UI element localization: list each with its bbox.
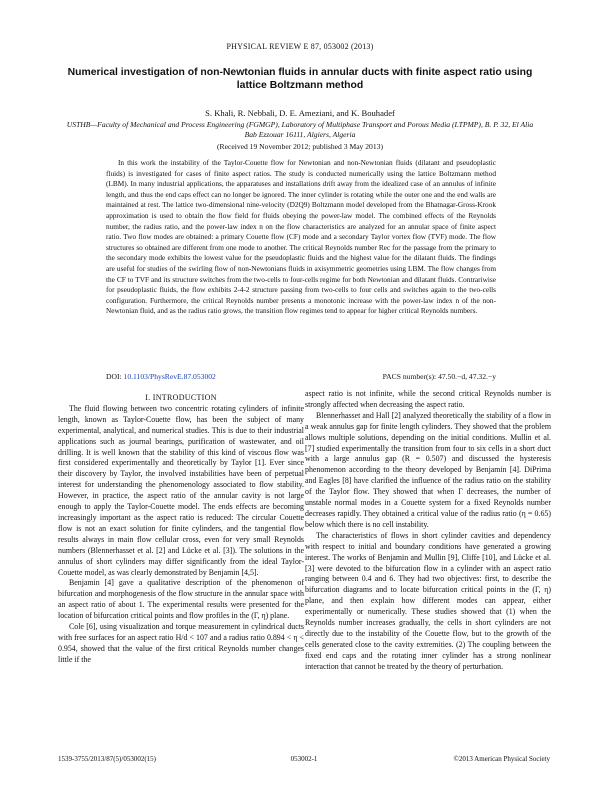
- received-dates: (Received 19 November 2012; published 3 May 2013): [217, 142, 383, 151]
- footer-copyright: ©2013 American Physical Society: [453, 755, 550, 763]
- body-paragraph: Benjamin [4] gave a qualitative description of the phenomenon of bifurcation and morphogenesis of the flow structure in the annular space with an aspect ratio of about 1. The experimental results were presented for the location of bifurcation critical points and flow profiles in the (Γ, η) plane.: [58, 578, 304, 621]
- doi-row: [106, 372, 496, 381]
- doi-label: DOI:: [106, 372, 122, 381]
- footer-issn: 1539-3755/2013/87(5)/053002(15): [58, 755, 156, 763]
- footer-page-number: 053002-1: [290, 755, 318, 763]
- body-paragraph: Blennerhasset and Hall [2] analyzed theoretically the stability of a flow in a weak annulus gap for finite length cylinders. They showed that the problem allows multiple solutions, depending on the initial conditions. Mullin et al. [7] studied experimentally the transition from four to six cells in a short duct with a large annulus gap (R = 0.507) and discussed the hysteresis phenomenon according to the theory developed by Benjamin [4]. DiPrima and Eagles [8] have clarified the influence of the radius ratio on the stability of the Taylor flow. They showed that when Γ decreases, the number of unstable normal modes in a Couette system for a fixed Reynolds number decreases rapidly. They obtained a critical value of the radius ratio (η = 0.65) below which there is no cell instability.: [305, 410, 551, 529]
- paper-title: Numerical investigation of non-Newtonian fluids in annular ducts with finite aspect ratio using lattice Boltzmann method: [67, 67, 533, 91]
- left-column: [58, 393, 304, 666]
- section-heading: I. INTRODUCTION: [145, 393, 217, 402]
- body-paragraph: The fluid flowing between two concentric rotating cylinders of infinite length, known as Taylor-Couette flow, has been the subject of many experimental, analytical, and numerical studies. This is due to their industrial applications such as journal bearings, purification of wastewater, and oil drilling. It is well known that the stability of this kind of viscous flow was first considered experimentally and theoretically by Taylor [1]. Ever since their discovery by Taylor, the involved instabilities have been of perpetual interest for understanding the phenomenology associated to flow stability. However, in practice, the aspect ratio of the annular cavity is not large enough to apply the Taylor-Couette model. The ends effects are becoming increasingly important as the aspect ratio is reduced: The circular Couette flow is not an exact solution for finite cylinders, and the tangential flow results always in main flow cellular cross, even for very small Reynolds numbers (Blennerhasset et al. [2] and Lücke et al. [3]). The solutions in the annulus of short cylinders may differ significantly from the ideal Taylor-Couette model, as was clearly demonstrated by Benjamin [4,5].: [58, 403, 304, 577]
- affiliation: USTHB—Faculty of Mechanical and Process Engineering (FGMGP), Laboratory of Multiphase Transport and Porous Media (LTPMP), B. P. 32, El Alia Bab Ezzouar 16111, Algiers, Algeria: [66, 120, 534, 139]
- body-paragraph: aspect ratio is not infinite, while the second critical Reynolds number is strongly affected when decreasing the aspect ratio.: [305, 389, 551, 409]
- right-column: [305, 389, 551, 673]
- journal-header: PHYSICAL REVIEW E 87, 053002 (2013): [226, 42, 374, 51]
- body-paragraph: The characteristics of flows in short cylinder cavities and dependency with respect to initial and boundary conditions have generated a growing interest. The works of Benjamin and Mullin [9], Cliffe [10], and Lücke et al. [3] were devoted to the bifurcation flow in a cylinder with an aspect ratio ranging between 0.4 and 6. They had two objectives: first, to describe the bifurcation diagrams and to locate bifurcation critical points in the (Γ, η) plane, and then explain how different modes can appear, either experimentally or numerically. These studies showed that (1) when the Reynolds number increases gradually, the cells in short cylinders are not directly due to the instability of the Couette flow, but to the growth of the cells generated close to the cavity extremities. (2) The coupling between the fixed end caps and the rotating inner cylinder has a strong nonlinear interaction that cannot be treated by the theory of perturbation.: [305, 530, 551, 671]
- authors: S. Khali, R. Nebbali, D. E. Ameziani, and K. Bouhadef: [205, 108, 395, 118]
- pacs-numbers: PACS number(s): 47.50.−d, 47.32.−y: [382, 372, 496, 381]
- body-paragraph: Cole [6], using visualization and torque measurement in cylindrical ducts with free surfaces for an aspect ratio H/d < 107 and a radius ratio 0.894 < η < 0.954, showed that the value of the first critical Reynolds number changes little if the: [58, 622, 304, 664]
- doi-label-group: [106, 372, 216, 381]
- doi-link[interactable]: 10.1103/PhysRevE.87.053002: [123, 372, 216, 381]
- abstract: In this work the instability of the Taylor-Couette flow for Newtonian and non-Newtonian fluids (dilatant and pseudoplastic fluids) is investigated for cases of finite aspect ratios. The study is conducted numerically using the lattice Boltzmann method (LBM). In many industrial applications, the apparatuses and installations drift away from the idealized case of an annulus of infinite length, and thus the end caps effect can no longer be ignored. The inner cylinder is rotating while the outer one and the end walls are maintained at rest. The lattice two-dimensional nine-velocity (D2Q9) Boltzmann model developed from the Bhatnagar-Gross-Krook approximation is used to obtain the flow field for fluids obeying the power-law model. The combined effects of the Reynolds number, the radius ratio, and the power-law index n on the flow characteristics are analyzed for an annular space of finite aspect ratio. Two flow modes are obtained: a primary Couette flow (CF) mode and a secondary Taylor vortex flow (TVF) mode. The flow structures so obtained are different from one mode to another. The critical Reynolds number Rec for the passage from the primary to the secondary mode exhibits the lowest value for the pseudoplastic fluids and the highest value for the dilatant fluids. The findings are useful for studies of the swirling flow of non-Newtonians fluids in axisymmetric geometries using LBM. The flow changes from the CF to TVF and its structure switches from the two-cells to four-cells regime for both Newtonian and dilatant fluids. Contrariwise for pseudoplastic fluids, the flow exhibits 2-4-2 structure passing from two-cells to four cells and switches again to the two-cells configuration. Furthermore, the critical Reynolds number presents a monotonic increase with the power-law index n of the non-Newtonian fluid, and as the radius ratio grows, the transition flow regimes tend to appear for higher critical Reynolds numbers.: [106, 158, 496, 316]
